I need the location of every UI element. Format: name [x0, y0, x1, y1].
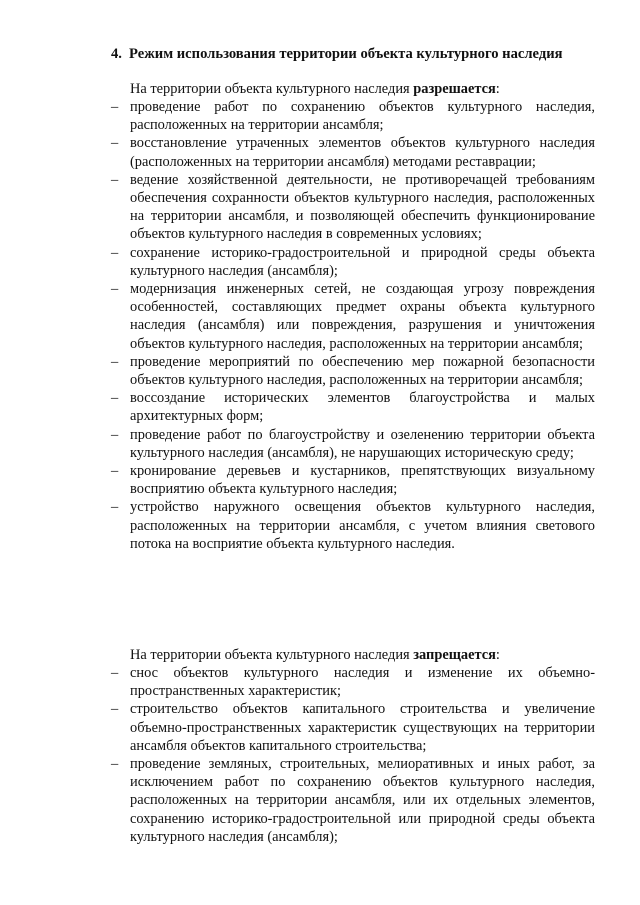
allowed-list: [0, 98, 640, 553]
list-item: [0, 171, 640, 244]
allowed-intro: [130, 80, 600, 98]
list-item: [0, 462, 640, 498]
list-item-text: снос объектов культурного наследия и изменение их объемно-пространственных характеристик;: [130, 665, 595, 700]
section-heading: [111, 45, 611, 63]
list-bullet: –: [111, 499, 119, 516]
allowed-intro-text: На территории объекта культурного наследия: [130, 81, 414, 97]
list-bullet: –: [111, 756, 119, 773]
list-item: [0, 498, 640, 553]
list-item: [0, 98, 640, 134]
list-item: [0, 244, 640, 280]
forbidden-intro-keyword: запрещается: [413, 647, 496, 663]
allowed-intro-keyword: разрешается: [413, 81, 496, 97]
list-item-text: сохранение историко-градостроительной и природной среды объекта культурного наследия (ансамбля);: [130, 244, 595, 279]
list-item-text: строительство объектов капитального строительства и увеличение объемно-пространственных характеристик существующих на территории ансамбля объектов капитального строительства;: [130, 701, 595, 754]
list-item-text: модернизация инженерных сетей, не создающая угрозу повреждения особенностей, составляющих предмет охраны объекта культурного наследия (ансамбля) или повреждения, разрушения и уничтожения объектов культурного наследия, расположенных на территории ансамбля;: [130, 281, 595, 352]
list-item-text: восстановление утраченных элементов объектов культурного наследия (расположенных на территории ансамбля) методами реставрации;: [130, 135, 595, 170]
section-number: 4.: [111, 46, 122, 62]
section-title: Режим использования территории объекта культурного наследия: [129, 46, 563, 62]
list-item: [0, 134, 640, 170]
list-item-text: проведение работ по благоустройству и озеленению территории объекта культурного наследия (ансамбля), не нарушающих историческую среду;: [130, 426, 595, 461]
list-bullet: –: [111, 244, 119, 261]
list-item-text: кронирование деревьев и кустарников, препятствующих визуальному восприятию объекта культурного наследия;: [130, 463, 595, 498]
list-item: [0, 389, 640, 425]
forbidden-list: [0, 664, 640, 846]
forbidden-intro-colon: :: [495, 647, 500, 663]
forbidden-intro-text: На территории объекта культурного наследия: [130, 647, 414, 663]
list-bullet: –: [111, 281, 119, 298]
list-bullet: –: [111, 353, 119, 370]
list-bullet: –: [111, 99, 119, 115]
list-item: [0, 426, 640, 462]
list-bullet: –: [111, 390, 119, 407]
list-item: [0, 280, 640, 353]
list-item-text: ведение хозяйственной деятельности, не противоречащей требованиям обеспечения сохранности объектов культурного наследия, расположенных на территории ансамбля, и позволяющей обеспечить функционирование объектов культурного наследия в современных условиях;: [130, 171, 595, 243]
list-bullet: –: [111, 665, 119, 681]
list-item-text: воссоздание исторических элементов благоустройства и малых архитектурных форм;: [130, 390, 595, 425]
list-bullet: –: [111, 171, 119, 188]
list-item: [0, 353, 640, 389]
list-bullet: –: [111, 463, 119, 480]
list-item: [0, 700, 640, 755]
list-bullet: –: [111, 701, 119, 718]
forbidden-intro: [130, 646, 600, 664]
list-item: [0, 664, 640, 700]
list-item-text: проведение земляных, строительных, мелиоративных и иных работ, за исключением работ по сохранению объектов культурного наследия, расположенных на территории ансамбля, или их отдельных элементов, сохранению историко-градостроительной или природной среды объекта культурного наследия (ансамбля);: [130, 756, 595, 845]
list-item: [0, 755, 640, 846]
list-item-text: проведение работ по сохранению объектов культурного наследия, расположенных на территории ансамбля;: [130, 99, 595, 134]
list-bullet: –: [111, 135, 119, 152]
allowed-intro-colon: :: [495, 81, 500, 97]
list-bullet: –: [111, 426, 119, 443]
list-item-text: проведение мероприятий по обеспечению мер пожарной безопасности объектов культурного наследия, расположенных на территории ансамбля;: [130, 353, 595, 389]
list-item-text: устройство наружного освещения объектов культурного наследия, расположенных на территории ансамбля, с учетом влияния светового потока на восприятие объекта культурного наследия.: [130, 499, 595, 552]
